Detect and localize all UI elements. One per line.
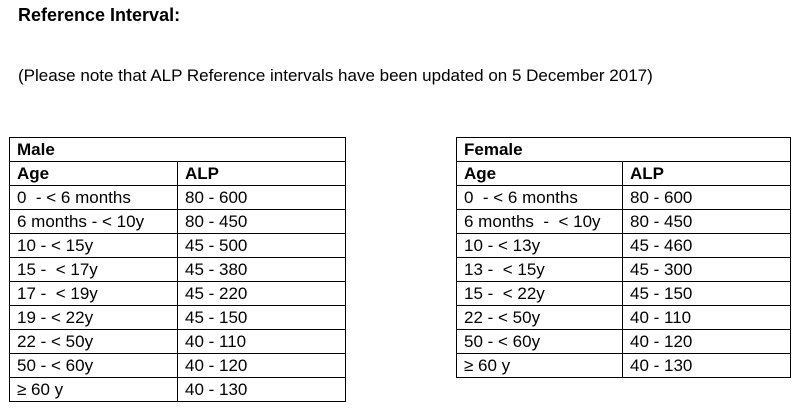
table-header-row: [457, 162, 791, 186]
alp-cell: 45 - 460: [623, 234, 791, 258]
male-reference-table: [9, 137, 346, 402]
table-row: [457, 306, 791, 330]
age-cell: 50 - < 60y: [10, 354, 178, 378]
alp-cell: 45 - 220: [178, 282, 346, 306]
alp-cell: 45 - 380: [178, 258, 346, 282]
age-cell: 19 - < 22y: [10, 306, 178, 330]
table-row: [457, 258, 791, 282]
age-cell: 15 - < 17y: [10, 258, 178, 282]
table-row: [10, 378, 346, 402]
alp-cell: 40 - 120: [623, 330, 791, 354]
age-cell: 6 months - < 10y: [10, 210, 178, 234]
table-row: [457, 210, 791, 234]
age-cell: 15 - < 22y: [457, 282, 623, 306]
alp-cell: 80 - 450: [178, 210, 346, 234]
table-row: [10, 306, 346, 330]
table-row: [457, 354, 791, 378]
age-cell: 0 - < 6 months: [457, 186, 623, 210]
male-table-title: Male: [10, 138, 346, 162]
alp-column-header: ALP: [623, 162, 791, 186]
table-title-row: [457, 138, 791, 162]
age-cell: 6 months - < 10y: [457, 210, 623, 234]
age-cell: 22 - < 50y: [10, 330, 178, 354]
alp-cell: 40 - 120: [178, 354, 346, 378]
alp-cell: 80 - 600: [623, 186, 791, 210]
table-row: [10, 258, 346, 282]
table-row: [10, 186, 346, 210]
table-row: [457, 234, 791, 258]
table-row: [457, 330, 791, 354]
table-row: [457, 186, 791, 210]
alp-cell: 45 - 150: [623, 282, 791, 306]
alp-cell: 80 - 600: [178, 186, 346, 210]
age-cell: 10 - < 13y: [457, 234, 623, 258]
age-cell: 17 - < 19y: [10, 282, 178, 306]
alp-cell: 45 - 500: [178, 234, 346, 258]
alp-cell: 40 - 130: [178, 378, 346, 402]
table-row: [10, 210, 346, 234]
table-row: [10, 234, 346, 258]
age-cell: 0 - < 6 months: [10, 186, 178, 210]
female-reference-table: [456, 137, 791, 378]
page-heading: Reference Interval:: [18, 5, 181, 25]
table-header-row: [10, 162, 346, 186]
age-cell: 10 - < 15y: [10, 234, 178, 258]
age-column-header: Age: [10, 162, 178, 186]
table-row: [10, 282, 346, 306]
table-row: [10, 330, 346, 354]
age-cell: ≥ 60 y: [10, 378, 178, 402]
alp-cell: 80 - 450: [623, 210, 791, 234]
table-row: [457, 282, 791, 306]
age-cell: ≥ 60 y: [457, 354, 623, 378]
update-note: (Please note that ALP Reference intervals have been updated on 5 December 2017): [18, 66, 653, 85]
age-cell: 22 - < 50y: [457, 306, 623, 330]
alp-cell: 40 - 110: [623, 306, 791, 330]
age-cell: 13 - < 15y: [457, 258, 623, 282]
alp-column-header: ALP: [178, 162, 346, 186]
alp-cell: 40 - 130: [623, 354, 791, 378]
table-row: [10, 354, 346, 378]
alp-cell: 40 - 110: [178, 330, 346, 354]
age-cell: 50 - < 60y: [457, 330, 623, 354]
female-table-title: Female: [457, 138, 791, 162]
alp-cell: 45 - 150: [178, 306, 346, 330]
age-column-header: Age: [457, 162, 623, 186]
table-title-row: [10, 138, 346, 162]
alp-cell: 45 - 300: [623, 258, 791, 282]
